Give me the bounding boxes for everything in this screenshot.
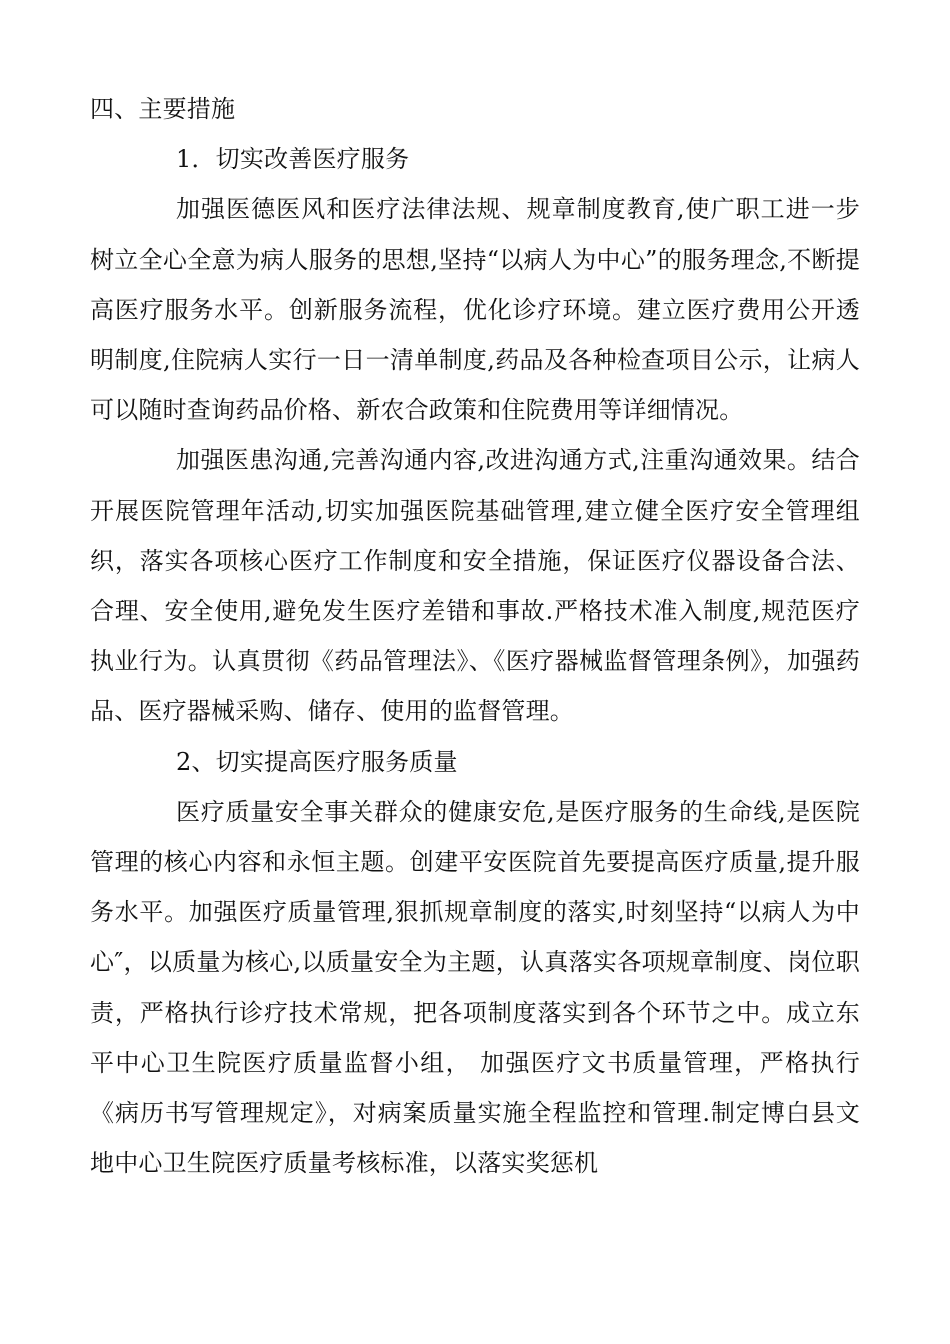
section-heading: 四、主要措施 <box>90 95 236 123</box>
subsection-heading-1: 1．切实改善医疗服务 <box>176 145 410 174</box>
paragraph: 加强医患沟通,完善沟通内容,改进沟通方式,注重沟通效果。结合开展医院管理年活动,切实加强医院基础管理,建立健全医疗安全管理组织，落实各项核心医疗工作制度和安全措施，保证医疗仪器设备合法、合理、安全使用,避免发生医疗差错和事故.严格技术准入制度,规范医疗执业行为。认真贯彻《药品管理法》、《医疗器械监督管理条例》，加强药品、医疗器械采购、储存、使用的监督管理。 <box>90 446 860 726</box>
paragraph: 加强医德医风和医疗法律法规、规章制度教育,使广职工进一步树立全心全意为病人服务的思想,坚持“以病人为中心”的服务理念,不断提高医疗服务水平。创新服务流程，优化诊疗环境。建立医疗费用公开透明制度,住院病人实行一日一清单制度,药品及各种检查项目公示，让病人可以随时查询药品价格、新农合政策和住院费用等详细情况。 <box>90 195 860 425</box>
document-body <box>90 84 860 1188</box>
subsection-heading-2: 2、切实提高医疗服务质量 <box>176 747 458 776</box>
paragraph: 医疗质量安全事关群众的健康安危,是医疗服务的生命线,是医院管理的核心内容和永恒主题。创建平安医院首先要提高医疗质量,提升服务水平。加强医疗质量管理,狠抓规章制度的落实,时刻坚持“以病人为中心″，以质量为核心,以质量安全为主题，认真落实各项规章制度、岗位职责，严格执行诊疗技术常规，把各项制度落实到各个环节之中。成立东平中心卫生院医疗质量监督小组， 加强医疗文书质量管理，严格执行《病历书写管理规定》，对病案质量实施全程监控和管理.制定博白县文地中心卫生院医疗质量考核标准，以落实奖惩机 <box>90 797 860 1178</box>
